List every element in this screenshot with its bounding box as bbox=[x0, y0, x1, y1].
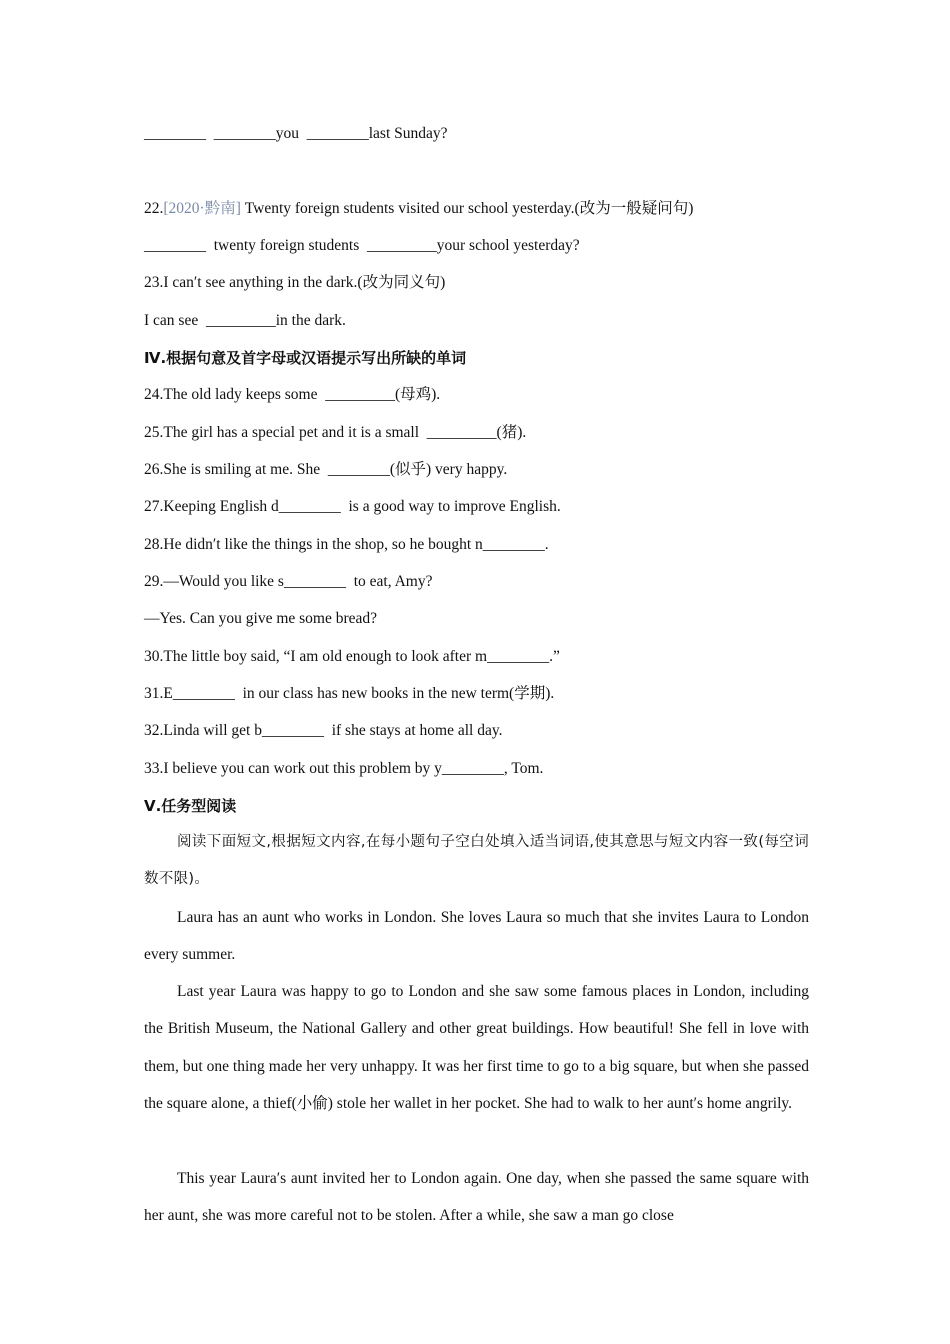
q33: 33.I believe you can work out this problem by y________, Tom. bbox=[144, 760, 544, 777]
passage-paragraph-1: Laura has an aunt who works in London. She loves Laura so much that she invites Laura to London every summer. bbox=[144, 909, 809, 964]
q22-question bbox=[144, 199, 693, 219]
q32: 32.Linda will get b________ if she stays at home all day. bbox=[144, 722, 503, 739]
q25: 25.The girl has a special pet and it is a small _________(猪). bbox=[144, 424, 527, 441]
section-4-title: Ⅳ.根据句意及首字母或汉语提示写出所缺的单词 bbox=[144, 349, 467, 367]
q22-answer-line: ________ twenty foreign students _________your school yesterday? bbox=[144, 237, 580, 254]
q23-question: 23.I can′t see anything in the dark.(改为同义句) bbox=[144, 274, 446, 291]
passage-paragraph-3: This year Laura′s aunt invited her to London again. One day, when she passed the same square with her aunt, she was more careful not to be stolen. After a while, she saw a man go close bbox=[144, 1170, 809, 1225]
q21-answer-line: ________ ________you ________last Sunday? bbox=[144, 125, 448, 142]
q26: 26.She is smiling at me. She ________(似乎) very happy. bbox=[144, 461, 508, 478]
q24: 24.The old lady keeps some _________(母鸡). bbox=[144, 386, 441, 403]
section-5-title: Ⅴ.任务型阅读 bbox=[144, 797, 237, 815]
q29-reply: —Yes. Can you give me some bread? bbox=[144, 610, 378, 627]
passage-paragraph-2: Last year Laura was happy to go to London and she saw some famous places in London, including the British Museum, the National Gallery and other great buildings. How beautiful! She fell in love with them, but one thing made her very unhappy. It was her first time to go to a big square, but when she passed the square alone, a thief(小偷) stole her wallet in her pocket. She had to walk to her aunt′s home angrily. bbox=[144, 983, 809, 1112]
q22-source-tag: [2020·黔南] bbox=[163, 200, 241, 217]
q28: 28.He didn′t like the things in the shop, so he bought n________. bbox=[144, 536, 549, 553]
q30: 30.The little boy said, “I am old enough to look after m________.” bbox=[144, 648, 560, 665]
q22-number: 22. bbox=[144, 200, 164, 217]
section-5-instruction: 阅读下面短文,根据短文内容,在每小题句子空白处填入适当词语,使其意思与短文内容一致(每空词数不限)。 bbox=[144, 834, 809, 888]
q31: 31.E________ in our class has new books in the new term(学期). bbox=[144, 685, 555, 702]
q23-answer-line: I can see _________in the dark. bbox=[144, 312, 346, 329]
q29: 29.—Would you like s________ to eat, Amy? bbox=[144, 573, 433, 590]
q22-text: Twenty foreign students visited our school yesterday.(改为一般疑问句) bbox=[240, 200, 694, 217]
q27: 27.Keeping English d________ is a good way to improve English. bbox=[144, 498, 561, 515]
